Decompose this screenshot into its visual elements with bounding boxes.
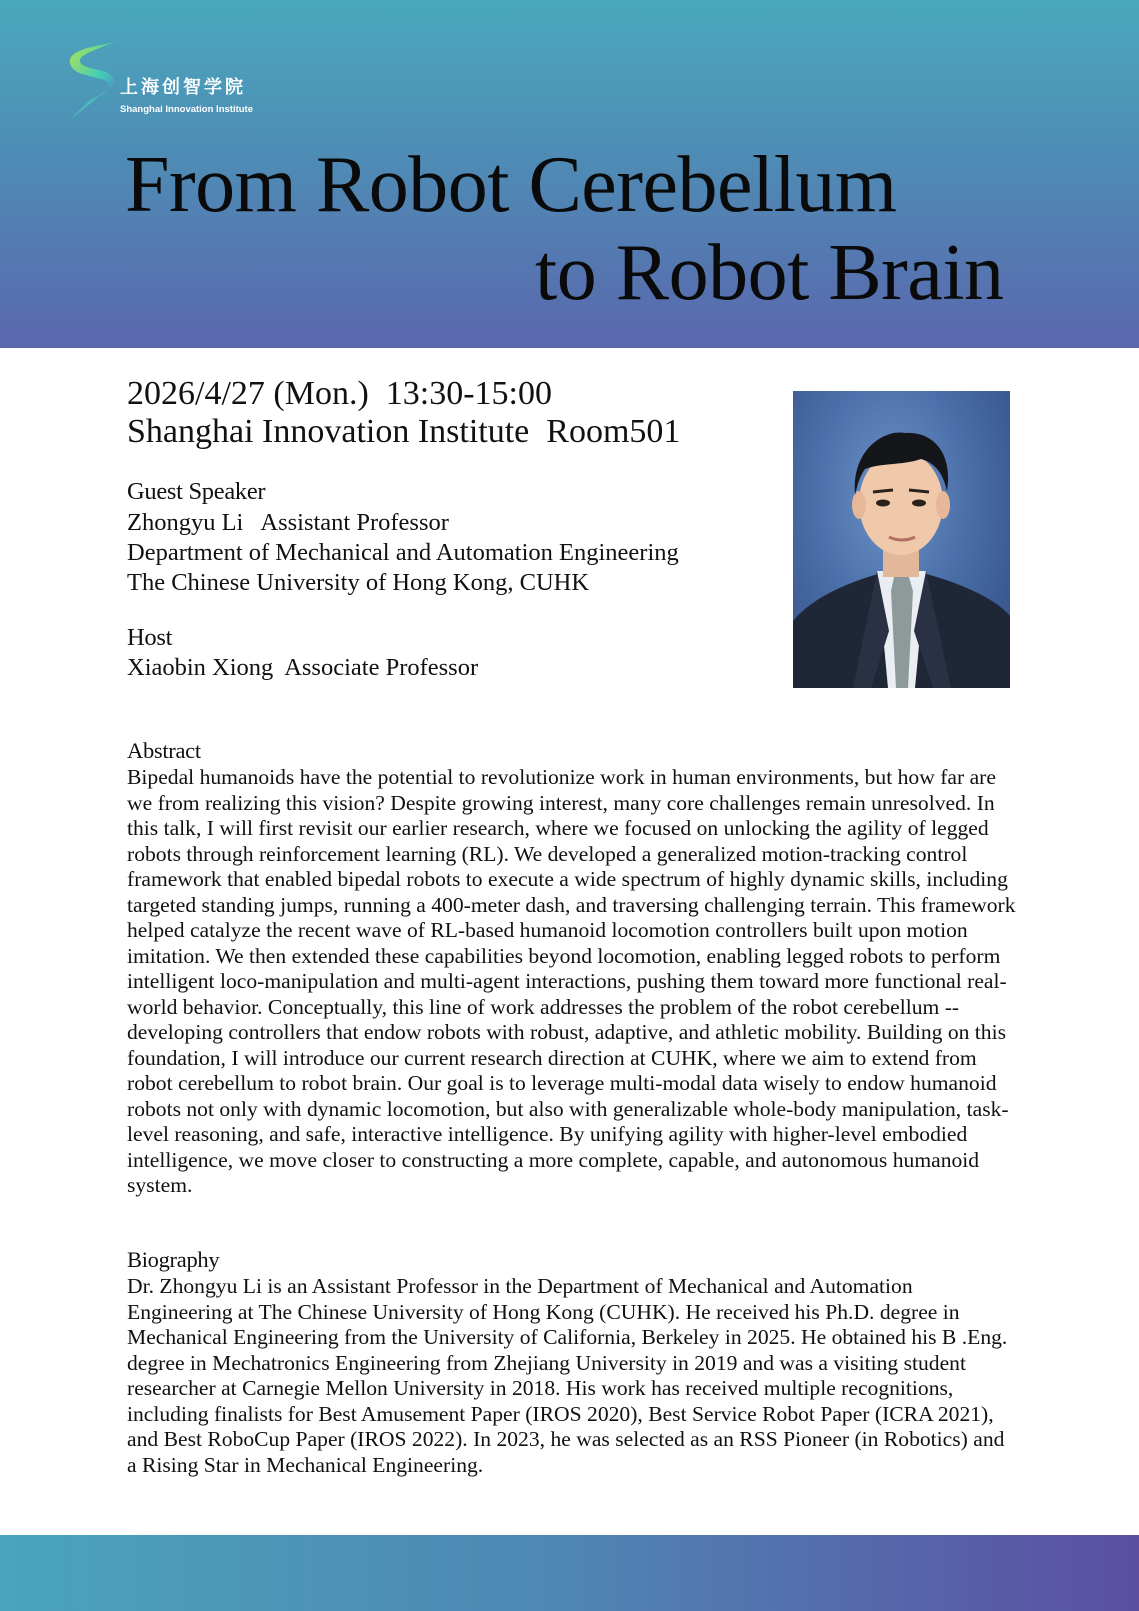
abstract-text: Bipedal humanoids have the potential to revolutionize work in human environments, but how far are we from realizing this vision? Despite growing interest, many core challenges remain unresolved. In this talk, I will first revisit our earlier research, where we focused on unlocking the agility of legged robots through reinforcement learning (RL). We developed a generalized motion-tracking control framework that enabled bipedal robots to execute a wide spectrum of highly dynamic skills, including targeted standing jumps, running a 400-meter dash, and traversing challenging terrain. This framework helped catalyze the recent wave of RL-based humanoid locomotion controllers built upon motion imitation. We then extended these capabilities beyond locomotion, enabling legged robots to perform intelligent loco-manipulation and multi-agent interactions, pushing them toward more functional real-world behavior. Conceptually, this line of work addresses the problem of the robot cerebellum -- developing controllers that endow robots with robust, adaptive, and athletic mobility. Building on this foundation, I will introduce our current research direction at CUHK, where we aim to extend from robot cerebellum to robot brain. Our goal is to leverage multi-modal data wisely to endow humanoid robots not only with dynamic locomotion, but also with generalizable whole-body manipulation, task-level reasoning, and safe, interactive intelligence. By unifying agility with higher-level embodied intelligence, we move closer to constructing a more complete, capable, and autonomous humanoid system. xyxy=(127,765,1016,1197)
logo-english-name: Shanghai Innovation Institute xyxy=(120,104,253,115)
speaker-university: The Chinese University of Hong Kong, CUHK xyxy=(127,569,590,596)
institute-logo xyxy=(68,36,268,120)
footer-banner xyxy=(0,1535,1139,1611)
title-line-2: to Robot Brain xyxy=(535,229,1004,317)
speaker-heading: Guest Speaker xyxy=(127,478,266,505)
abstract-heading: Abstract xyxy=(127,738,201,763)
host-heading: Host xyxy=(127,624,173,651)
biography-text: Dr. Zhongyu Li is an Assistant Professor in the Department of Mechanical and Automation Engineering at The Chinese University of Hong Kong (CUHK). He received his Ph.D. degree in Mechanical Engineering from the University of California, Berkeley in 2025. He obtained his B .Eng. degree in Mechatronics Engineering from Zhejiang University in 2019 and was a visiting student researcher at Carnegie Mellon University in 2018. His work has received multiple recognitions, including finalists for Best Amusement Paper (IROS 2020), Best Service Robot Paper (ICRA 2021), and Best RoboCup Paper (IROS 2022). In 2023, he was selected as an RSS Pioneer (in Robotics) and a Rising Star in Mechanical Engineering. xyxy=(127,1274,1008,1477)
speaker-name-title: Zhongyu Li Assistant Professor xyxy=(127,509,449,536)
event-datetime: 2026/4/27 (Mon.) 13:30-15:00 xyxy=(127,375,552,412)
event-venue: Shanghai Innovation Institute Room501 xyxy=(127,413,681,450)
title-line-1: From Robot Cerebellum xyxy=(125,141,897,229)
speaker-photo xyxy=(793,391,1010,688)
biography-heading: Biography xyxy=(127,1247,220,1272)
logo-mark-icon xyxy=(68,36,120,120)
host-name-title: Xiaobin Xiong Associate Professor xyxy=(127,654,479,681)
speaker-department: Department of Mechanical and Automation Engineering xyxy=(127,539,679,566)
logo-chinese-name: 上海创智学院 xyxy=(120,77,246,98)
